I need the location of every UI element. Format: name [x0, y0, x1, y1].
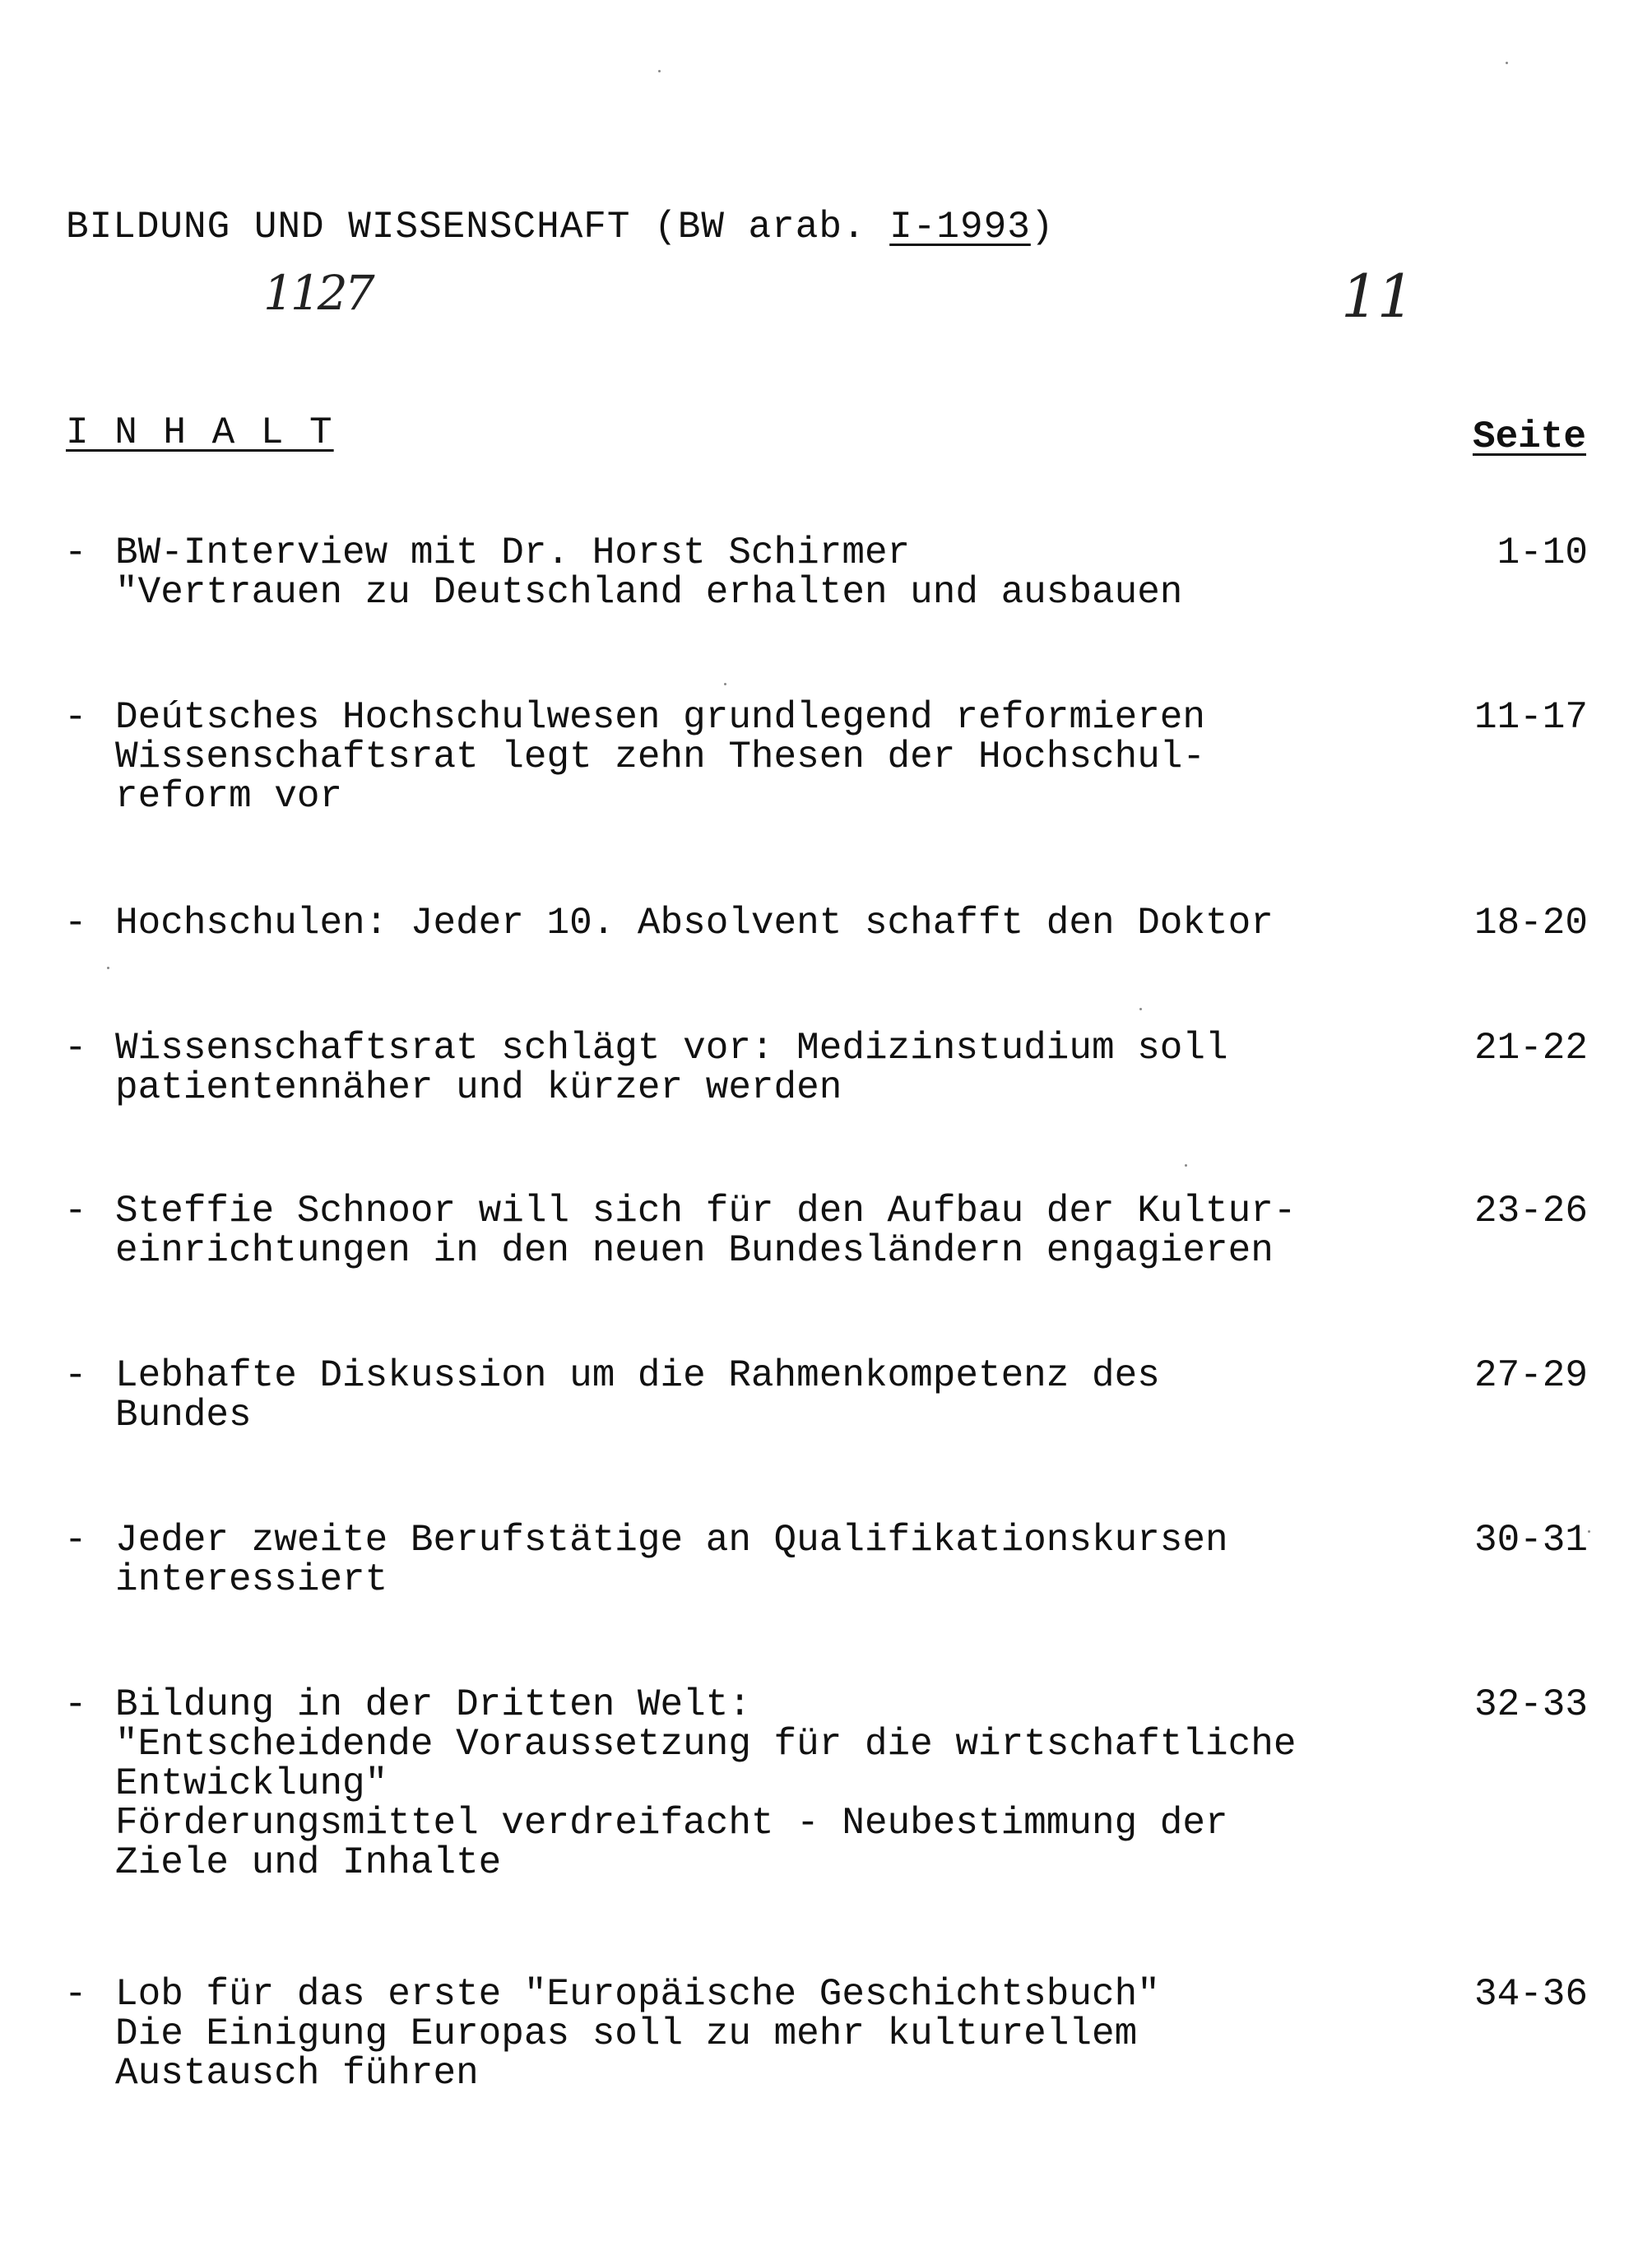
entry-line: Lob für das erste "Europäische Geschichtsbuch" — [115, 1973, 1160, 2016]
entry-line: Wissenschaftsrat schlägt vor: Medizinstudium soll — [115, 1027, 1228, 1070]
entry-dash: - — [64, 902, 87, 945]
entry-line: interessiert — [115, 1558, 388, 1601]
entry-line: Deútsches Hochschulwesen grundlegend reformieren — [115, 696, 1206, 739]
entry-line: reform vor — [115, 775, 343, 818]
entry-dash: - — [64, 1190, 87, 1232]
scan-speck — [1588, 1530, 1590, 1533]
entry-line: Entwicklung" — [115, 1762, 388, 1805]
entry-text — [115, 1028, 1497, 1107]
entry-line: Hochschulen: Jeder 10. Absolvent schafft den Doktor — [115, 902, 1274, 945]
entry-text — [115, 1520, 1497, 1599]
entry-dash: - — [64, 531, 87, 574]
entry-dash: - — [64, 696, 87, 739]
entry-dash: - — [64, 1973, 87, 2016]
entry-dash: - — [64, 1027, 87, 1070]
title-prefix: BILDUNG UND WISSENSCHAFT (BW arab. — [66, 206, 890, 248]
entry-pages: 30-31 — [1473, 1519, 1588, 1562]
entry-line: Bildung in der Dritten Welt: — [115, 1683, 751, 1726]
entry-pages: 23-26 — [1473, 1190, 1588, 1232]
scan-speck — [724, 683, 726, 685]
entry-line: Ziele und Inhalte — [115, 1841, 502, 1884]
entry-line: patientennäher und kürzer werden — [115, 1066, 842, 1109]
scan-speck — [1139, 1008, 1142, 1010]
scan-speck — [107, 967, 109, 969]
entry-text — [115, 1685, 1497, 1882]
handwritten-note-left: 1127 — [263, 265, 372, 321]
entry-line: Steffie Schnoor will sich für den Aufbau der Kultur- — [115, 1190, 1297, 1232]
entry-dash: - — [64, 1354, 87, 1397]
entry-line: Die Einigung Europas soll zu mehr kulturellem — [115, 2012, 1138, 2055]
entry-pages: 32-33 — [1473, 1683, 1588, 1726]
scan-speck — [658, 70, 661, 72]
entry-text — [115, 698, 1497, 816]
handwritten-note-right: 11 — [1341, 262, 1413, 331]
entry-line: "Entscheidende Voraussetzung für die wirtschaftliche — [115, 1723, 1297, 1766]
entry-line: Austausch führen — [115, 2052, 479, 2095]
document-title — [66, 204, 1054, 250]
title-issue: I-1993 — [889, 206, 1031, 248]
entry-line: "Vertrauen zu Deutschland erhalten und ausbauen — [115, 571, 1183, 614]
entry-line: Förderungsmittel verdreifacht - Neubestimmung der — [115, 1802, 1228, 1845]
entry-text — [115, 903, 1497, 943]
entry-pages: 21-22 — [1473, 1027, 1588, 1070]
entry-line: BW-Interview mit Dr. Horst Schirmer — [115, 531, 911, 574]
entry-pages: 1-10 — [1497, 531, 1588, 574]
entry-pages: 18-20 — [1473, 902, 1588, 945]
entry-text — [115, 533, 1497, 612]
entry-line: Jeder zweite Berufstätige an Qualifikationskursen — [115, 1519, 1228, 1562]
entry-line: einrichtungen in den neuen Bundesländern engagieren — [115, 1229, 1274, 1272]
entry-pages: 11-17 — [1473, 696, 1588, 739]
title-suffix: ) — [1030, 206, 1055, 248]
entry-text — [115, 1191, 1497, 1270]
page-column-label: Seite — [1472, 415, 1586, 458]
toc-heading: I N H A L T — [66, 411, 334, 454]
entry-dash: - — [64, 1683, 87, 1726]
entry-text — [115, 1356, 1497, 1435]
entry-line: Wissenschaftsrat legt zehn Thesen der Hochschul- — [115, 736, 1206, 778]
entry-pages: 34-36 — [1473, 1973, 1588, 2016]
entry-text — [115, 1975, 1497, 2093]
entry-dash: - — [64, 1519, 87, 1562]
entry-line: Bundes — [115, 1394, 252, 1437]
scan-speck — [1185, 1164, 1187, 1167]
scan-speck — [1506, 62, 1508, 64]
entry-line: Lebhafte Diskussion um die Rahmenkompetenz des — [115, 1354, 1160, 1397]
entry-pages: 27-29 — [1473, 1354, 1588, 1397]
